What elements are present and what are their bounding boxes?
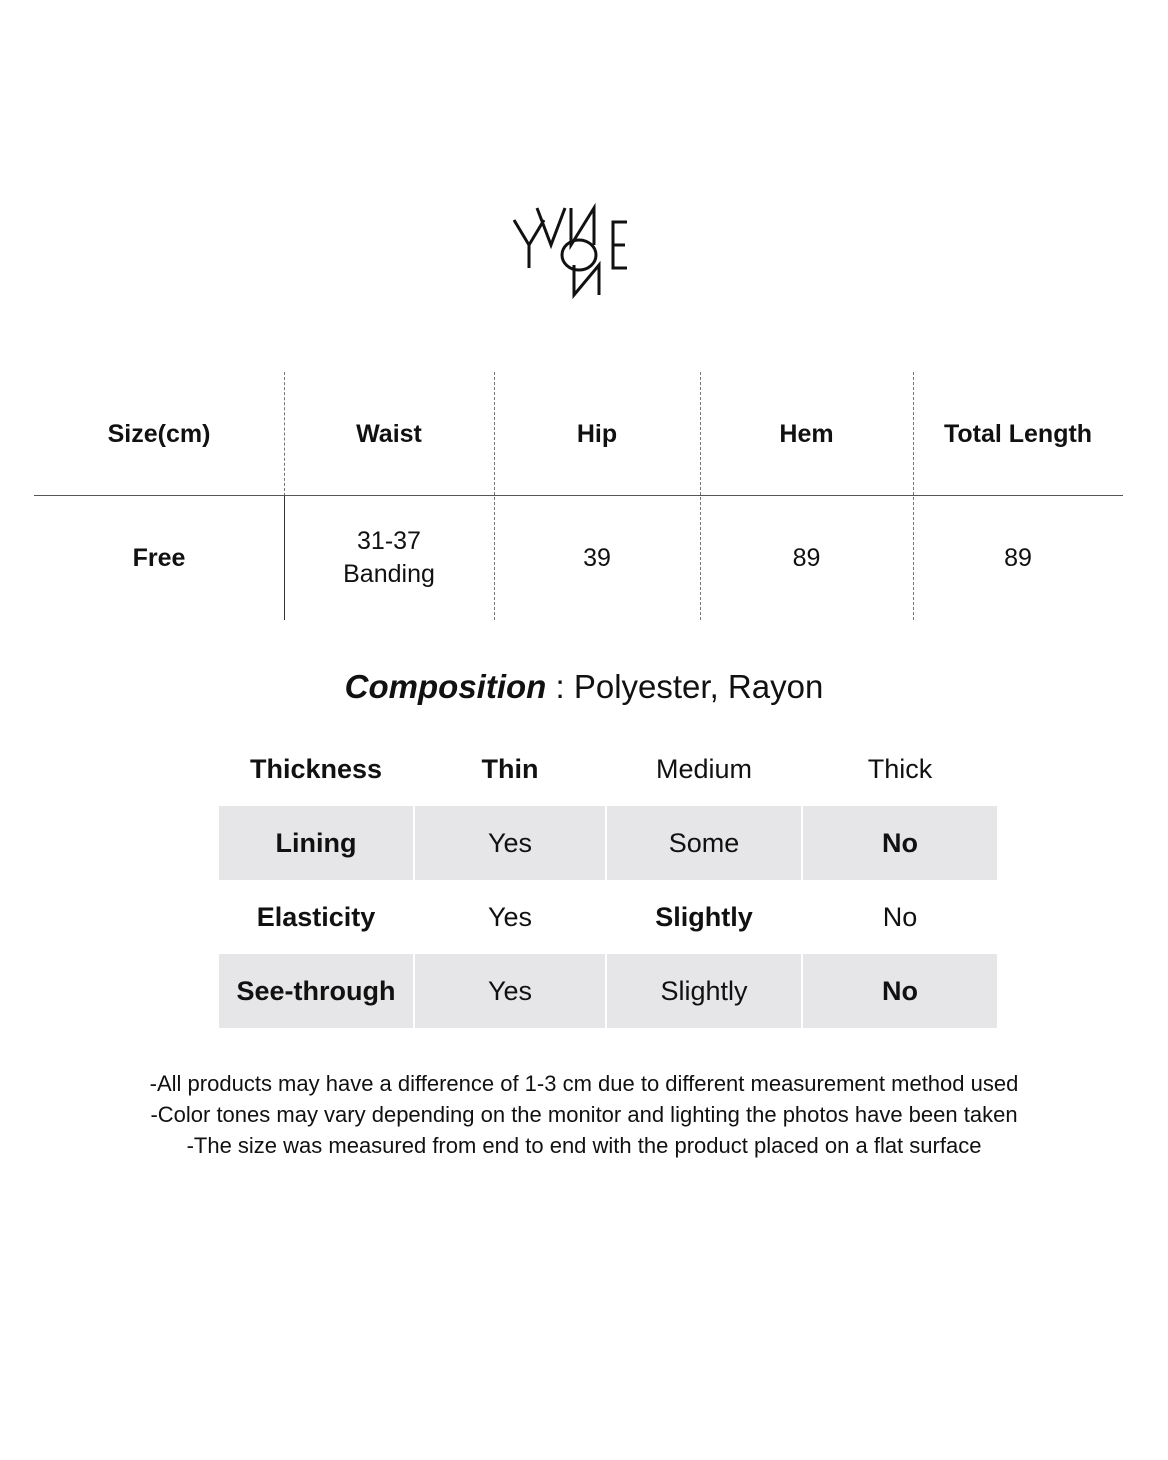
composition: [0, 668, 1168, 706]
property-row-thickness: [219, 732, 997, 806]
header-size: Size(cm): [107, 419, 211, 448]
property-row-elasticity: [219, 880, 997, 954]
composition-separator: :: [546, 668, 574, 705]
property-option: Slightly: [655, 901, 753, 932]
hip-value: 39: [583, 543, 611, 572]
composition-label: Composition: [344, 668, 547, 705]
note-line: -The size was measured from end to end with the product placed on a flat surface: [186, 1133, 982, 1158]
property-option: Slightly: [607, 954, 801, 1028]
brand-logo-mark: [509, 200, 659, 300]
note-line: -Color tones may vary depending on the monitor and lighting the photos have been taken: [150, 1102, 1018, 1127]
note-line: -All products may have a difference of 1-3 cm due to different measurement method used: [149, 1071, 1019, 1096]
brand-logo: [0, 200, 1168, 300]
size-table: [34, 372, 1123, 620]
property-option: Medium: [655, 753, 753, 784]
header-total-length: Total Length: [943, 419, 1093, 448]
waist-note: Banding: [343, 560, 435, 588]
property-name: Thickness: [249, 753, 383, 784]
property-name: Elasticity: [256, 901, 376, 932]
property-row-lining: [219, 806, 997, 880]
property-option: Yes: [415, 954, 605, 1028]
property-option: Yes: [415, 806, 605, 880]
size-value: Free: [132, 543, 186, 572]
property-option: No: [803, 954, 997, 1028]
property-name: See-through: [219, 954, 413, 1028]
property-option: No: [803, 806, 997, 880]
waist-range: 31-37: [357, 527, 421, 555]
notes: [0, 1068, 1168, 1161]
total-length-value: 89: [1004, 543, 1032, 572]
property-option: Some: [607, 806, 801, 880]
header-hip: Hip: [576, 419, 618, 448]
property-name: Lining: [219, 806, 413, 880]
header-waist: Waist: [356, 419, 422, 448]
property-option: Yes: [487, 901, 533, 932]
waist-value: [284, 496, 494, 620]
composition-value: Polyester, Rayon: [573, 668, 824, 705]
header-hem: Hem: [779, 419, 834, 448]
property-option: Thick: [867, 753, 933, 784]
hem-value: 89: [792, 543, 821, 572]
property-row-see-through: [219, 954, 997, 1028]
property-option: Thin: [481, 753, 539, 784]
property-option: No: [882, 901, 918, 932]
